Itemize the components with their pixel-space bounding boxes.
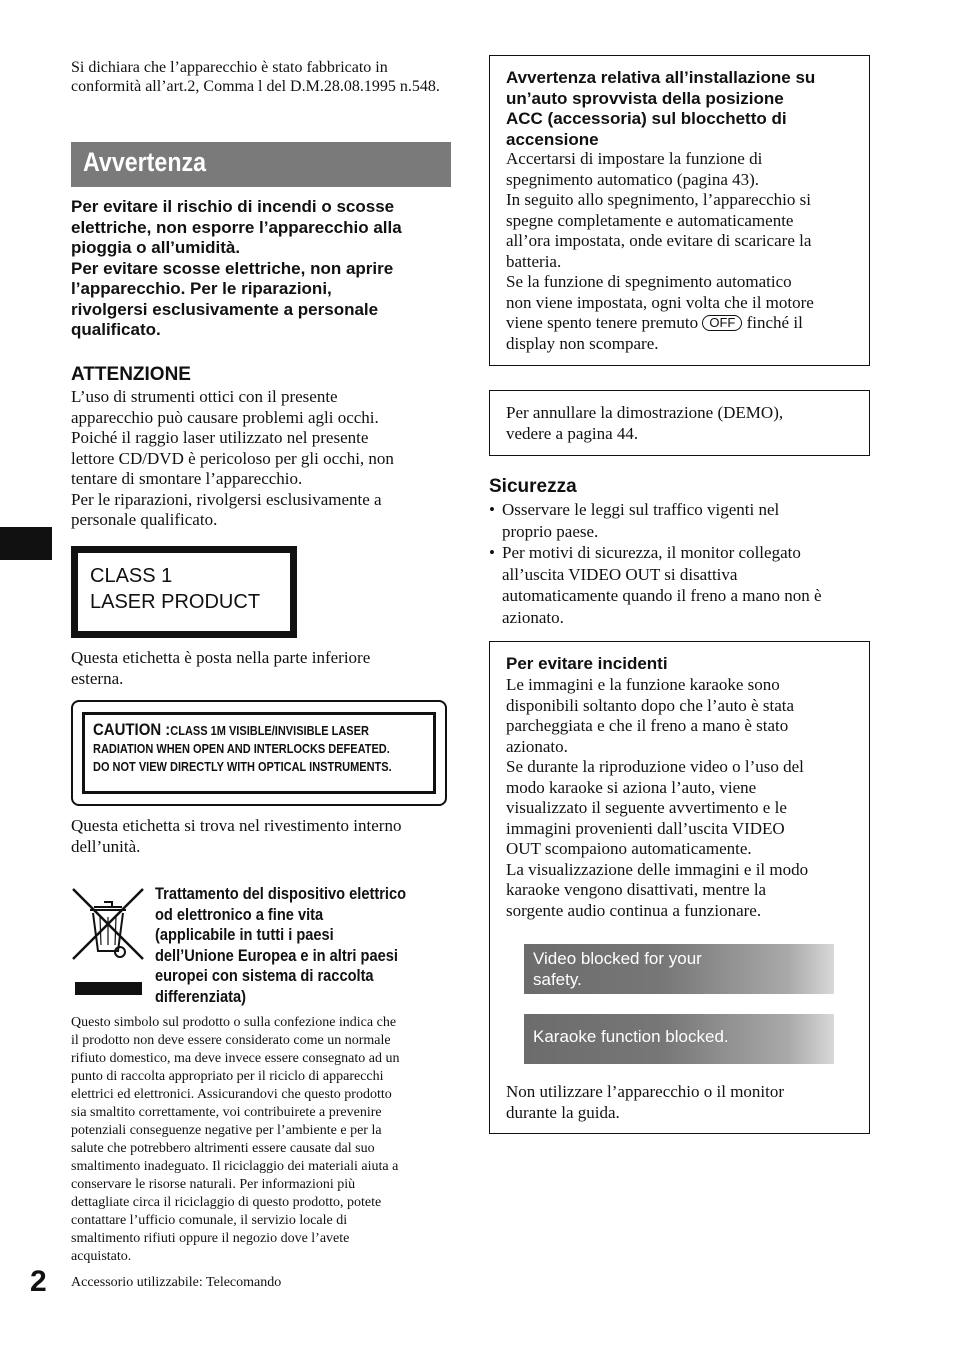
warning-line: rivolgersi esclusivamente a personale — [71, 299, 379, 319]
text-line: visualizzato il seguente avvertimento e le — [506, 798, 787, 817]
sicurezza-heading: Sicurezza — [489, 476, 577, 497]
text-line: Accertarsi di impostare la funzione di — [506, 149, 763, 168]
page-number: 2 — [30, 1265, 47, 1298]
text-line: differenziata) — [155, 986, 246, 1006]
text-line: Trattamento del dispositivo elettrico — [155, 884, 407, 903]
text-line: safety. — [533, 970, 582, 989]
caution-line: RADIATION WHEN OPEN AND INTERLOCKS DEFEATED. — [93, 742, 390, 756]
text-line: ACC (accessoria) sul blocchetto di — [506, 109, 787, 128]
text-line: od elettronico a fine vita — [155, 904, 324, 924]
laser-label-line2: LASER PRODUCT — [90, 591, 261, 613]
text-line: disponibili soltanto dopo che l’auto è stata — [506, 695, 795, 715]
text-line: batteria. — [506, 251, 562, 271]
text-line: il prodotto non deve essere considerato come un normale — [71, 1033, 391, 1048]
text-line: Questo simbolo sul prodotto o sulla confezione indica che — [71, 1015, 397, 1030]
laser-label-line1: CLASS 1 — [90, 565, 173, 587]
text-line: modo karaoke si aziona l’auto, viene — [506, 777, 757, 797]
text-line: Questa etichetta è posta nella parte inferiore — [71, 648, 371, 667]
warning-line: elettriche, non esporre l’apparecchio alla — [71, 217, 402, 237]
text-line: parcheggiata e che il freno a mano è stato — [506, 716, 789, 735]
incidenti-footer — [506, 1082, 858, 1123]
text-line: personale qualificato. — [71, 510, 218, 529]
text-line: viene spento tenere premuto OFF finché il — [506, 313, 803, 332]
warning-line: Per evitare il rischio di incendi o scosse — [71, 197, 395, 216]
caution-line: CLASS 1M VISIBLE/INVISIBLE LASER — [170, 724, 369, 738]
text-line: un’auto sprovvista della posizione — [506, 88, 784, 108]
text-line: Per le riparazioni, rivolgersi esclusivamente a — [71, 489, 382, 509]
text-line: esterna. — [71, 668, 124, 688]
laser-label-note — [71, 648, 456, 689]
incidenti-title: Per evitare incidenti — [506, 654, 668, 673]
acc-warning-body — [506, 149, 862, 354]
warning-line: l’apparecchio. Per le riparazioni, — [71, 279, 332, 298]
crossed-bin-icon — [70, 885, 146, 1001]
video-blocked-message — [524, 944, 834, 994]
text-line: Se la funzione di spegnimento automatico — [506, 272, 792, 291]
text-line: punto di raccolta appropriato per il riciclo di apparecchi — [71, 1069, 384, 1084]
weee-body — [71, 1014, 456, 1266]
text-line: dell’unità. — [71, 836, 141, 856]
attenzione-heading: ATTENZIONE — [71, 364, 191, 385]
attenzione-text — [71, 387, 456, 531]
warning-bold-text — [71, 197, 456, 341]
incidenti-body — [506, 675, 858, 921]
text-line: Avvertenza relativa all’installazione su — [506, 68, 816, 87]
acc-warning-box — [489, 55, 870, 366]
declaration-text: Si dichiara che l’apparecchio è stato fabbricato in conformità all’art.2, Comma l del D.M.28.08.1995 n.548. — [71, 59, 440, 95]
incidenti-box — [489, 641, 870, 1134]
text-line: Per annullare la dimostrazione (DEMO), — [506, 403, 784, 422]
text-line: rifiuto domestico, ma deve invece essere consegnato ad un — [71, 1051, 400, 1066]
text-line: Le immagini e la funzione karaoke sono — [506, 675, 780, 694]
caution-line: DO NOT VIEW DIRECTLY WITH OPTICAL INSTRUMENTS. — [93, 760, 392, 774]
text-line: Video blocked for your — [533, 949, 702, 968]
caution-word: CAUTION : — [93, 720, 171, 739]
text-line: conservare le risorse naturali. Per informazioni più — [71, 1177, 356, 1192]
acc-warning-title — [506, 68, 862, 150]
text-line: OUT scompaiono automaticamente. — [506, 839, 752, 858]
text-line: accensione — [506, 129, 599, 149]
caution-label-note — [71, 816, 456, 857]
text-line: spegne completamente e automaticamente — [506, 210, 794, 230]
text-line: smaltimento inadeguato. Il riciclaggio dei materiali aiuta a — [71, 1159, 399, 1174]
text-line: display non scompare. — [506, 333, 659, 353]
text-line: L’uso di strumenti ottici con il presente — [71, 387, 338, 406]
side-tab-marker — [0, 527, 52, 560]
text-line: (applicabile in tutti i paesi — [155, 925, 334, 944]
karaoke-blocked-message: Karaoke function blocked. — [524, 1014, 834, 1064]
text-line: Non utilizzare l’apparecchio o il monitor — [506, 1082, 785, 1101]
text-line: In seguito allo spegnimento, l’apparecchio si — [506, 190, 811, 209]
text-line: apparecchio può causare problemi agli occhi. — [71, 407, 379, 427]
text-line: contattare l’ufficio comunale, il servizio locale di — [71, 1213, 348, 1228]
section-heading-bar — [71, 142, 451, 187]
text-line: elettrici ed elettronici. Assicurandovi che questo prodotto — [71, 1087, 392, 1102]
demo-box — [489, 390, 870, 456]
text-line: dell’Unione Europea e in altri paesi — [155, 945, 398, 965]
text-line: lettore CD/DVD è pericoloso per gli occhi, non — [71, 448, 394, 468]
text-line: europei con sistema di raccolta — [155, 966, 374, 985]
text-line: potenziali conseguenze negative per l’ambiente e per la — [71, 1123, 382, 1138]
text-line: dettagliate circa il riciclaggio di questo prodotto, potete — [71, 1195, 382, 1210]
warning-line: qualificato. — [71, 320, 161, 339]
weee-title — [155, 884, 413, 1007]
text-line: salute che potrebbero altrimenti essere causate dal suo — [71, 1141, 375, 1156]
text-line: non viene impostata, ogni volta che il motore — [506, 292, 814, 312]
warning-line: Per evitare scosse elettriche, non aprire — [71, 258, 394, 278]
text-line: karaoke vengono disattivati, mentre la — [506, 880, 767, 899]
warning-line: pioggia o all’umidità. — [71, 238, 241, 257]
text-line: Se durante la riproduzione video o l’uso del — [506, 757, 804, 776]
text-line: vedere a pagina 44. — [506, 423, 639, 443]
text-line: acquistato. — [71, 1249, 132, 1264]
text-line: azionato. — [506, 736, 568, 756]
text-line: immagini provenienti dall’uscita VIDEO — [506, 818, 785, 838]
text-line: all’ora impostata, onde evitare di scaricare la — [506, 231, 812, 250]
text-line: sorgente audio continua a funzionare. — [506, 900, 762, 920]
text-line: Poiché il raggio laser utilizzato nel presente — [71, 428, 369, 447]
text-line: spegnimento automatico (pagina 43). — [506, 169, 760, 189]
text-line: smaltimento rifiuti oppure il negozio dove l’avete — [71, 1231, 350, 1246]
off-button-glyph: OFF — [702, 315, 742, 331]
accessory-note: Accessorio utilizzabile: Telecomando — [71, 1275, 282, 1290]
text-line: sia smaltito correttamente, voi contribuirete a prevenire — [71, 1105, 382, 1120]
section-heading: Avvertenza — [83, 147, 207, 177]
text-line: tentare di smontare l’apparecchio. — [71, 469, 303, 488]
list-item: • Osservare le leggi sul traffico vigenti nel proprio paese. — [489, 499, 870, 542]
list-item: • Per motivi di sicurezza, il monitor collegato all’uscita VIDEO OUT si disattiva automaticamente quando il freno a mano non è azionato. — [489, 542, 870, 628]
text-line: durante la guida. — [506, 1102, 620, 1122]
sicurezza-list — [489, 499, 870, 628]
caution-laser-label — [71, 700, 447, 806]
text-line: La visualizzazione delle immagini e il modo — [506, 859, 809, 879]
class1-laser-label — [71, 546, 297, 638]
text-line: Questa etichetta si trova nel rivestimento interno — [71, 816, 402, 835]
